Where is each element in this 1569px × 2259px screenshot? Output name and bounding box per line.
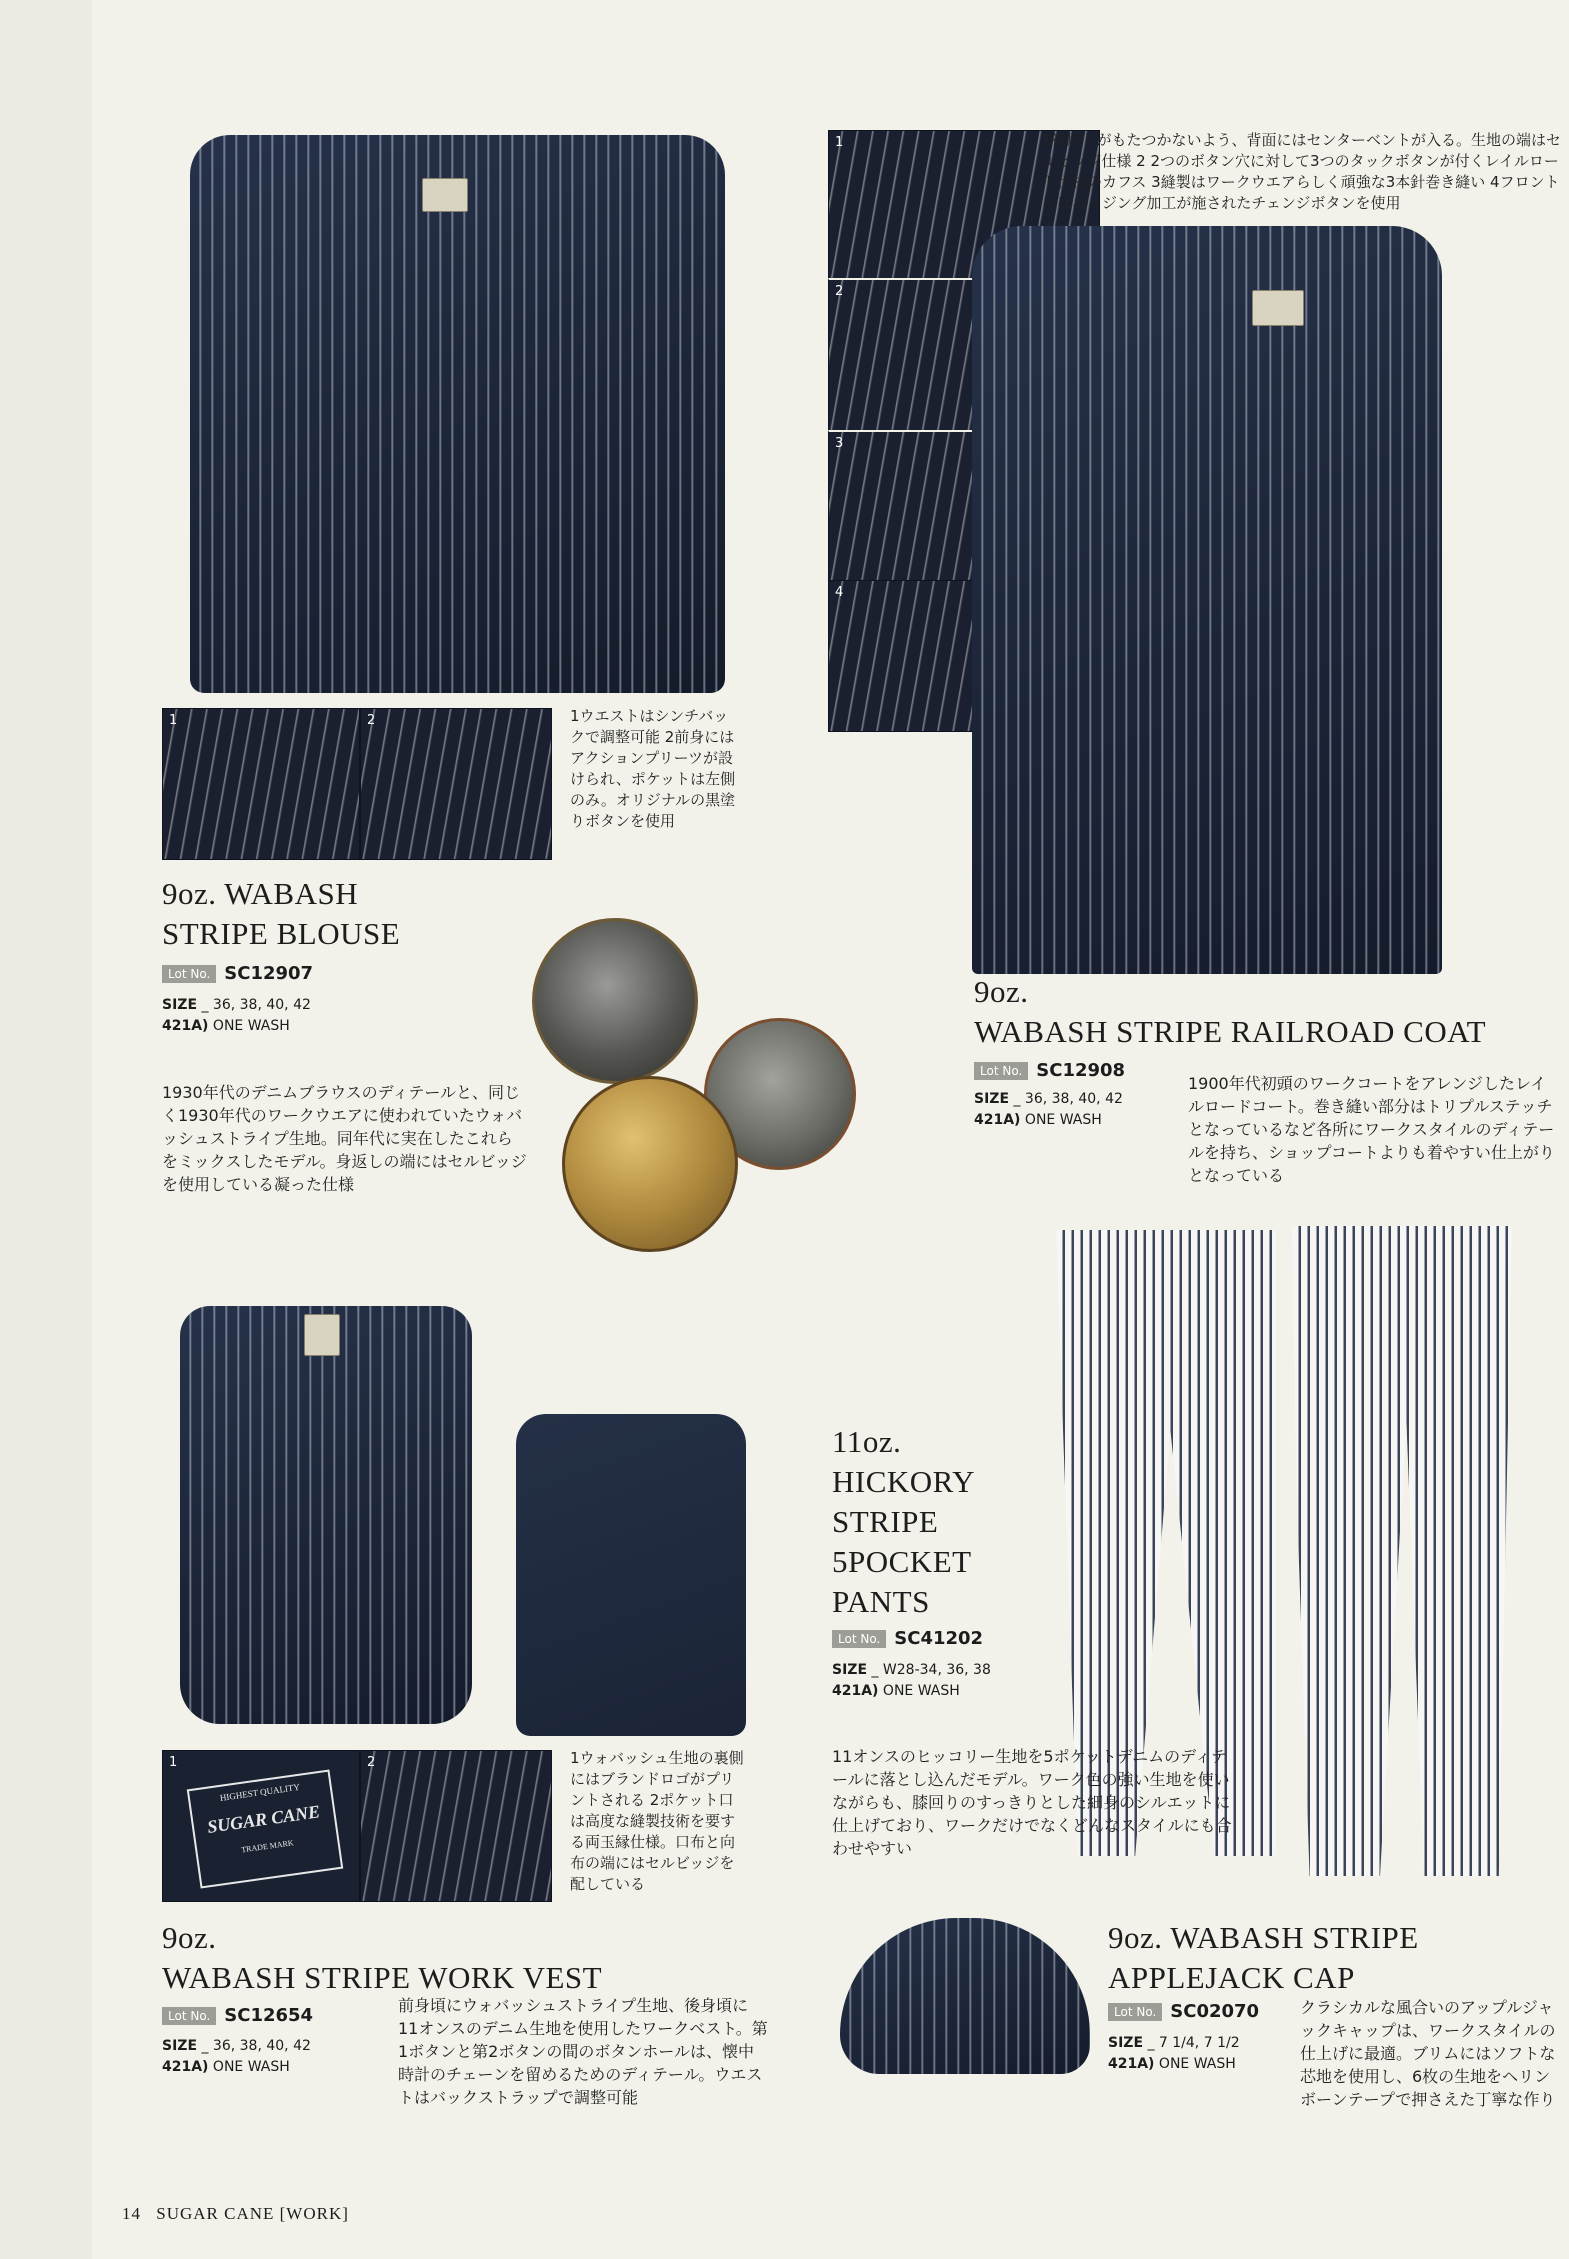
railroad-button-icon	[532, 918, 698, 1084]
lot-code: SC41202	[894, 1628, 984, 1649]
pants-spec: SIZE _ W28-34, 36, 38 421A) ONE WASH	[832, 1662, 991, 1699]
coat-detail-1: 1	[828, 130, 1100, 354]
blouse-lot	[162, 963, 313, 984]
pants-name-line-4: PANTS	[832, 1584, 930, 1619]
blouse-title	[162, 874, 582, 954]
page-footer	[122, 2204, 349, 2224]
lot-code: SC02070	[1170, 2001, 1260, 2022]
vest-title	[162, 1918, 722, 1998]
vest-name: WABASH STRIPE WORK VEST	[162, 1960, 603, 1995]
vest-lot	[162, 2005, 313, 2026]
footer-brand: SUGAR CANE [WORK]	[156, 2204, 349, 2223]
blouse-description: 1930年代のデニムブラウスのディテールと、同じく1930年代のワークウエアに使われていたウォバッシュストライプ生地。同年代に実在したこれらをミックスしたモデル。身返しの端にはセルビッジを使用している凝った仕様	[162, 1083, 527, 1194]
coat-name: WABASH STRIPE RAILROAD COAT	[974, 1014, 1487, 1049]
coat-lot	[974, 1060, 1125, 1081]
lot-code: SC12908	[1036, 1060, 1126, 1081]
blouse-weight: 9oz. WABASH	[162, 876, 359, 911]
coat-detail-2: 2	[828, 278, 1100, 435]
blouse-detail-caption: 1ウエストはシンチバックで調整可能 2前身にはアクションプリーツが設けられ、ポケットは左側のみ。オリジナルの黒塗りボタンを使用	[570, 707, 736, 830]
cap-spec: SIZE _ 7 1/4, 7 1/2 421A) ONE WASH	[1108, 2035, 1240, 2072]
blouse-photo	[190, 135, 725, 693]
pants-name-line-2: STRIPE	[832, 1504, 939, 1539]
blouse-label	[422, 178, 468, 212]
vest-front-photo	[180, 1306, 472, 1724]
lot-code: SC12654	[224, 2005, 314, 2026]
pants-description: 11オンスのヒッコリー生地を5ポケットデニムのディテールに落とし込んだモデル。ワーク色の強い生地を使いながらも、膝回りのすっきりとした細身のシルエットに仕上げており、ワークだけでなくどんなスタイルにも合わせやすい	[832, 1747, 1232, 1858]
pants-title	[832, 1422, 1072, 1622]
coat-spec: SIZE _ 36, 38, 40, 42 421A) ONE WASH	[974, 1091, 1123, 1128]
coat-weight: 9oz.	[974, 974, 1029, 1009]
vest-description: 前身頃にウォバッシュストライプ生地、後身頃に11オンスのデニム生地を使用したワークベスト。第1ボタンと第2ボタンの間のボタンホールは、懐中時計のチェーンを留めるためのディテール。ウエストはバックストラップで調整可能	[398, 1996, 768, 2107]
pants-name-line-1: HICKORY	[832, 1464, 976, 1499]
cap-photo	[840, 1918, 1090, 2074]
vest-weight: 9oz.	[162, 1920, 217, 1955]
coat-detail-caption: 1裾周りがもたつかないよう、背面にはセンターベントが入る。生地の端はセルビッジ仕様 2 2つのボタン穴に対して3つのタックボタンが付くレイルロード仕様のカフス 3縫製はワークウエアらしく頑強な3本針巻き縫い 4フロントにはエイジング加工が施されたチェンジボタンを使用	[1042, 131, 1561, 212]
vest-back-photo	[516, 1414, 746, 1736]
blouse-detail-2: 2	[360, 708, 552, 860]
lot-badge: Lot No.	[974, 1062, 1028, 1080]
vest-detail-caption: 1ウォバッシュ生地の裏側にはブランドロゴがプリントされる 2ポケット口は高度な縫製技術を要する両玉縁仕様。口布と向布の端にはセルビッジを配している	[570, 1749, 744, 1893]
cap-description: クラシカルな風合いのアップルジャックキャップは、ワークスタイルの仕上げに最適。ブリムにはソフトな芯地を使用し、6枚の生地をヘリンボーンテープで押さえた丁寧な作り	[1300, 1998, 1556, 2109]
railroad-button-icon	[562, 1076, 738, 1252]
cap-title	[1108, 1918, 1558, 1998]
coat-detail-3: 3	[828, 430, 990, 587]
catalog-page	[92, 0, 1569, 2259]
coat-title	[974, 972, 1534, 1052]
cap-lot	[1108, 2001, 1259, 2022]
cap-weight: 9oz. WABASH STRIPE	[1108, 1920, 1419, 1955]
coat-description: 1900年代初頭のワークコートをアレンジしたレイルロードコート。巻き縫い部分はトリプルステッチとなっているなど各所にワークスタイルのディテールを持ち、ショップコートよりも着やすい仕上がりとなっている	[1188, 1074, 1555, 1185]
lot-badge: Lot No.	[162, 2007, 216, 2025]
blouse-detail-1: 1	[162, 708, 360, 860]
lot-badge: Lot No.	[832, 1630, 886, 1648]
sugar-cane-logo: HIGHEST QUALITY SUGAR CANE TRADE MARK	[187, 1769, 344, 1888]
coat-label	[1252, 290, 1304, 326]
vest-detail-1: 1 HIGHEST QUALITY SUGAR CANE TRADE MARK	[162, 1750, 360, 1902]
cap-name: APPLEJACK CAP	[1108, 1960, 1355, 1995]
lot-code: SC12907	[224, 963, 314, 984]
lot-badge: Lot No.	[1108, 2003, 1162, 2021]
coat-photo	[972, 226, 1442, 974]
page-number: 14	[122, 2204, 141, 2223]
blouse-name: STRIPE BLOUSE	[162, 916, 401, 951]
coat-detail-4: 4	[828, 580, 990, 732]
vest-detail-2: 2	[360, 1750, 552, 1902]
pants-name-line-3: 5POCKET	[832, 1544, 972, 1579]
pants-weight: 11oz.	[832, 1424, 902, 1459]
blouse-spec: SIZE _ 36, 38, 40, 42 421A) ONE WASH	[162, 997, 311, 1034]
vest-label	[304, 1314, 340, 1356]
pants-lot	[832, 1628, 983, 1649]
vest-spec: SIZE _ 36, 38, 40, 42 421A) ONE WASH	[162, 2038, 311, 2075]
lot-badge: Lot No.	[162, 965, 216, 983]
pants-photo-2	[1292, 1226, 1512, 1876]
